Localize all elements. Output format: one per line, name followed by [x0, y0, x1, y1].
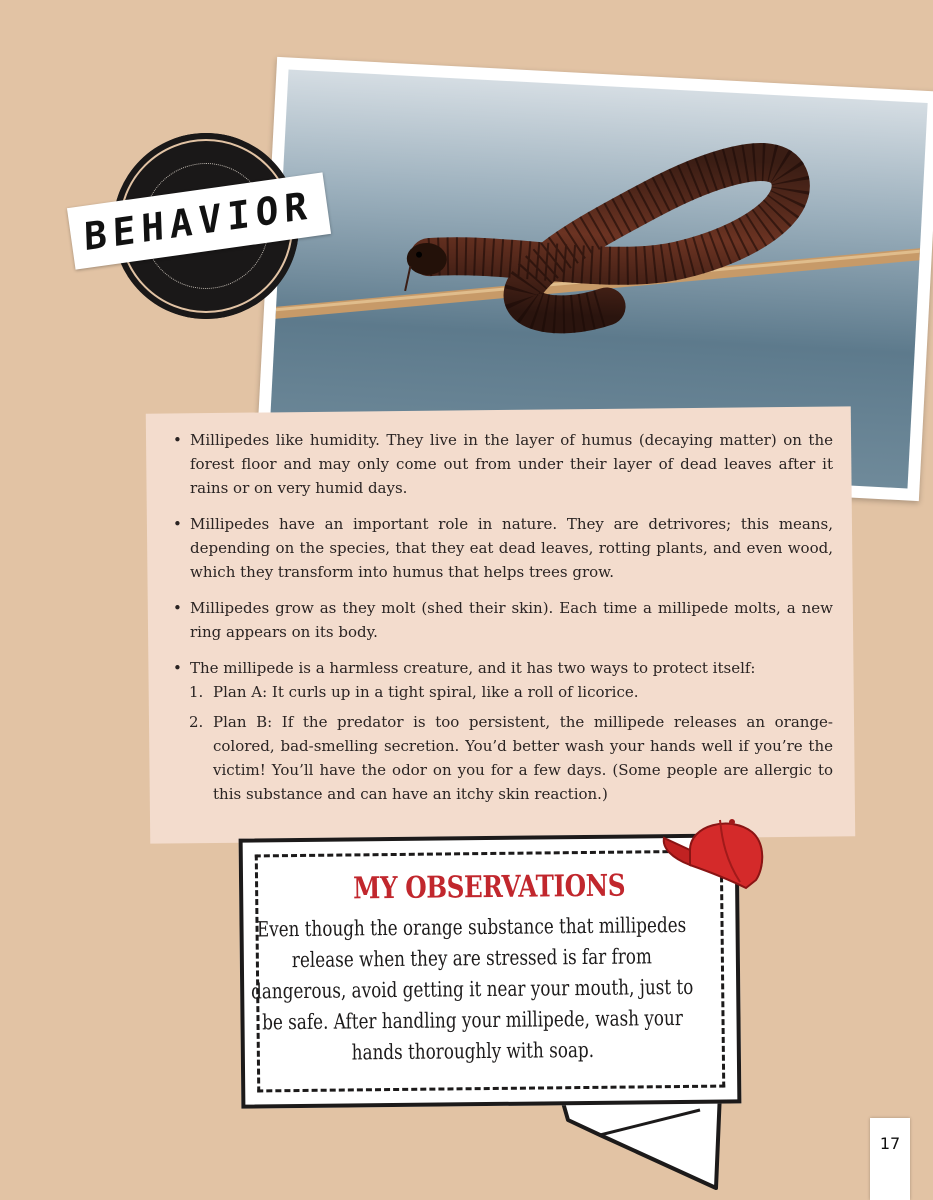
- plan-text: Plan A: It curls up in a tight spiral, like a roll of licorice.: [213, 683, 639, 701]
- bullet-item: • The millipede is a harmless creature, and it has two ways to protect itself:: [165, 656, 833, 680]
- page-number: 17: [879, 1134, 901, 1153]
- red-cap-icon: [660, 810, 770, 900]
- bullet-item: • Millipedes grow as they molt (shed their skin). Each time a millipede molts, a new ring appears on its body.: [165, 596, 833, 644]
- section-title: BEHAVIOR: [83, 182, 315, 260]
- page-number-tab: [870, 1118, 910, 1200]
- observations-text: Even though the orange substance that millipedes release when they are stressed is far from dangerous, avoid getting it near your mouth, just to be safe. After handling your millipede, wash your hands thoroughly with soap.: [250, 912, 694, 1065]
- plan-text: Plan B: If the predator is too persistent, the millipede releases an orange-colored, bad-smelling secretion. You’d better wash your hands well if you’re the victim! You’ll have the odor on you for a few days. (Some people are allergic to this substance and can have an itchy skin reaction.): [213, 713, 833, 803]
- bullet-item: • Millipedes have an important role in nature. They are detrivores; this means, depending on the species, that they eat dead leaves, rotting plants, and even wood, which they transform into humus that helps trees grow.: [165, 512, 833, 584]
- bullet-item: • Millipedes like humidity. They live in the layer of humus (decaying matter) on the forest floor and may only come out from under their layer of dead leaves after it rains or on very humid days.: [165, 428, 833, 500]
- observations-title: MY OBSERVATIONS: [352, 868, 626, 907]
- plan-number: 2.: [189, 713, 204, 731]
- plan-number: 1.: [189, 683, 204, 701]
